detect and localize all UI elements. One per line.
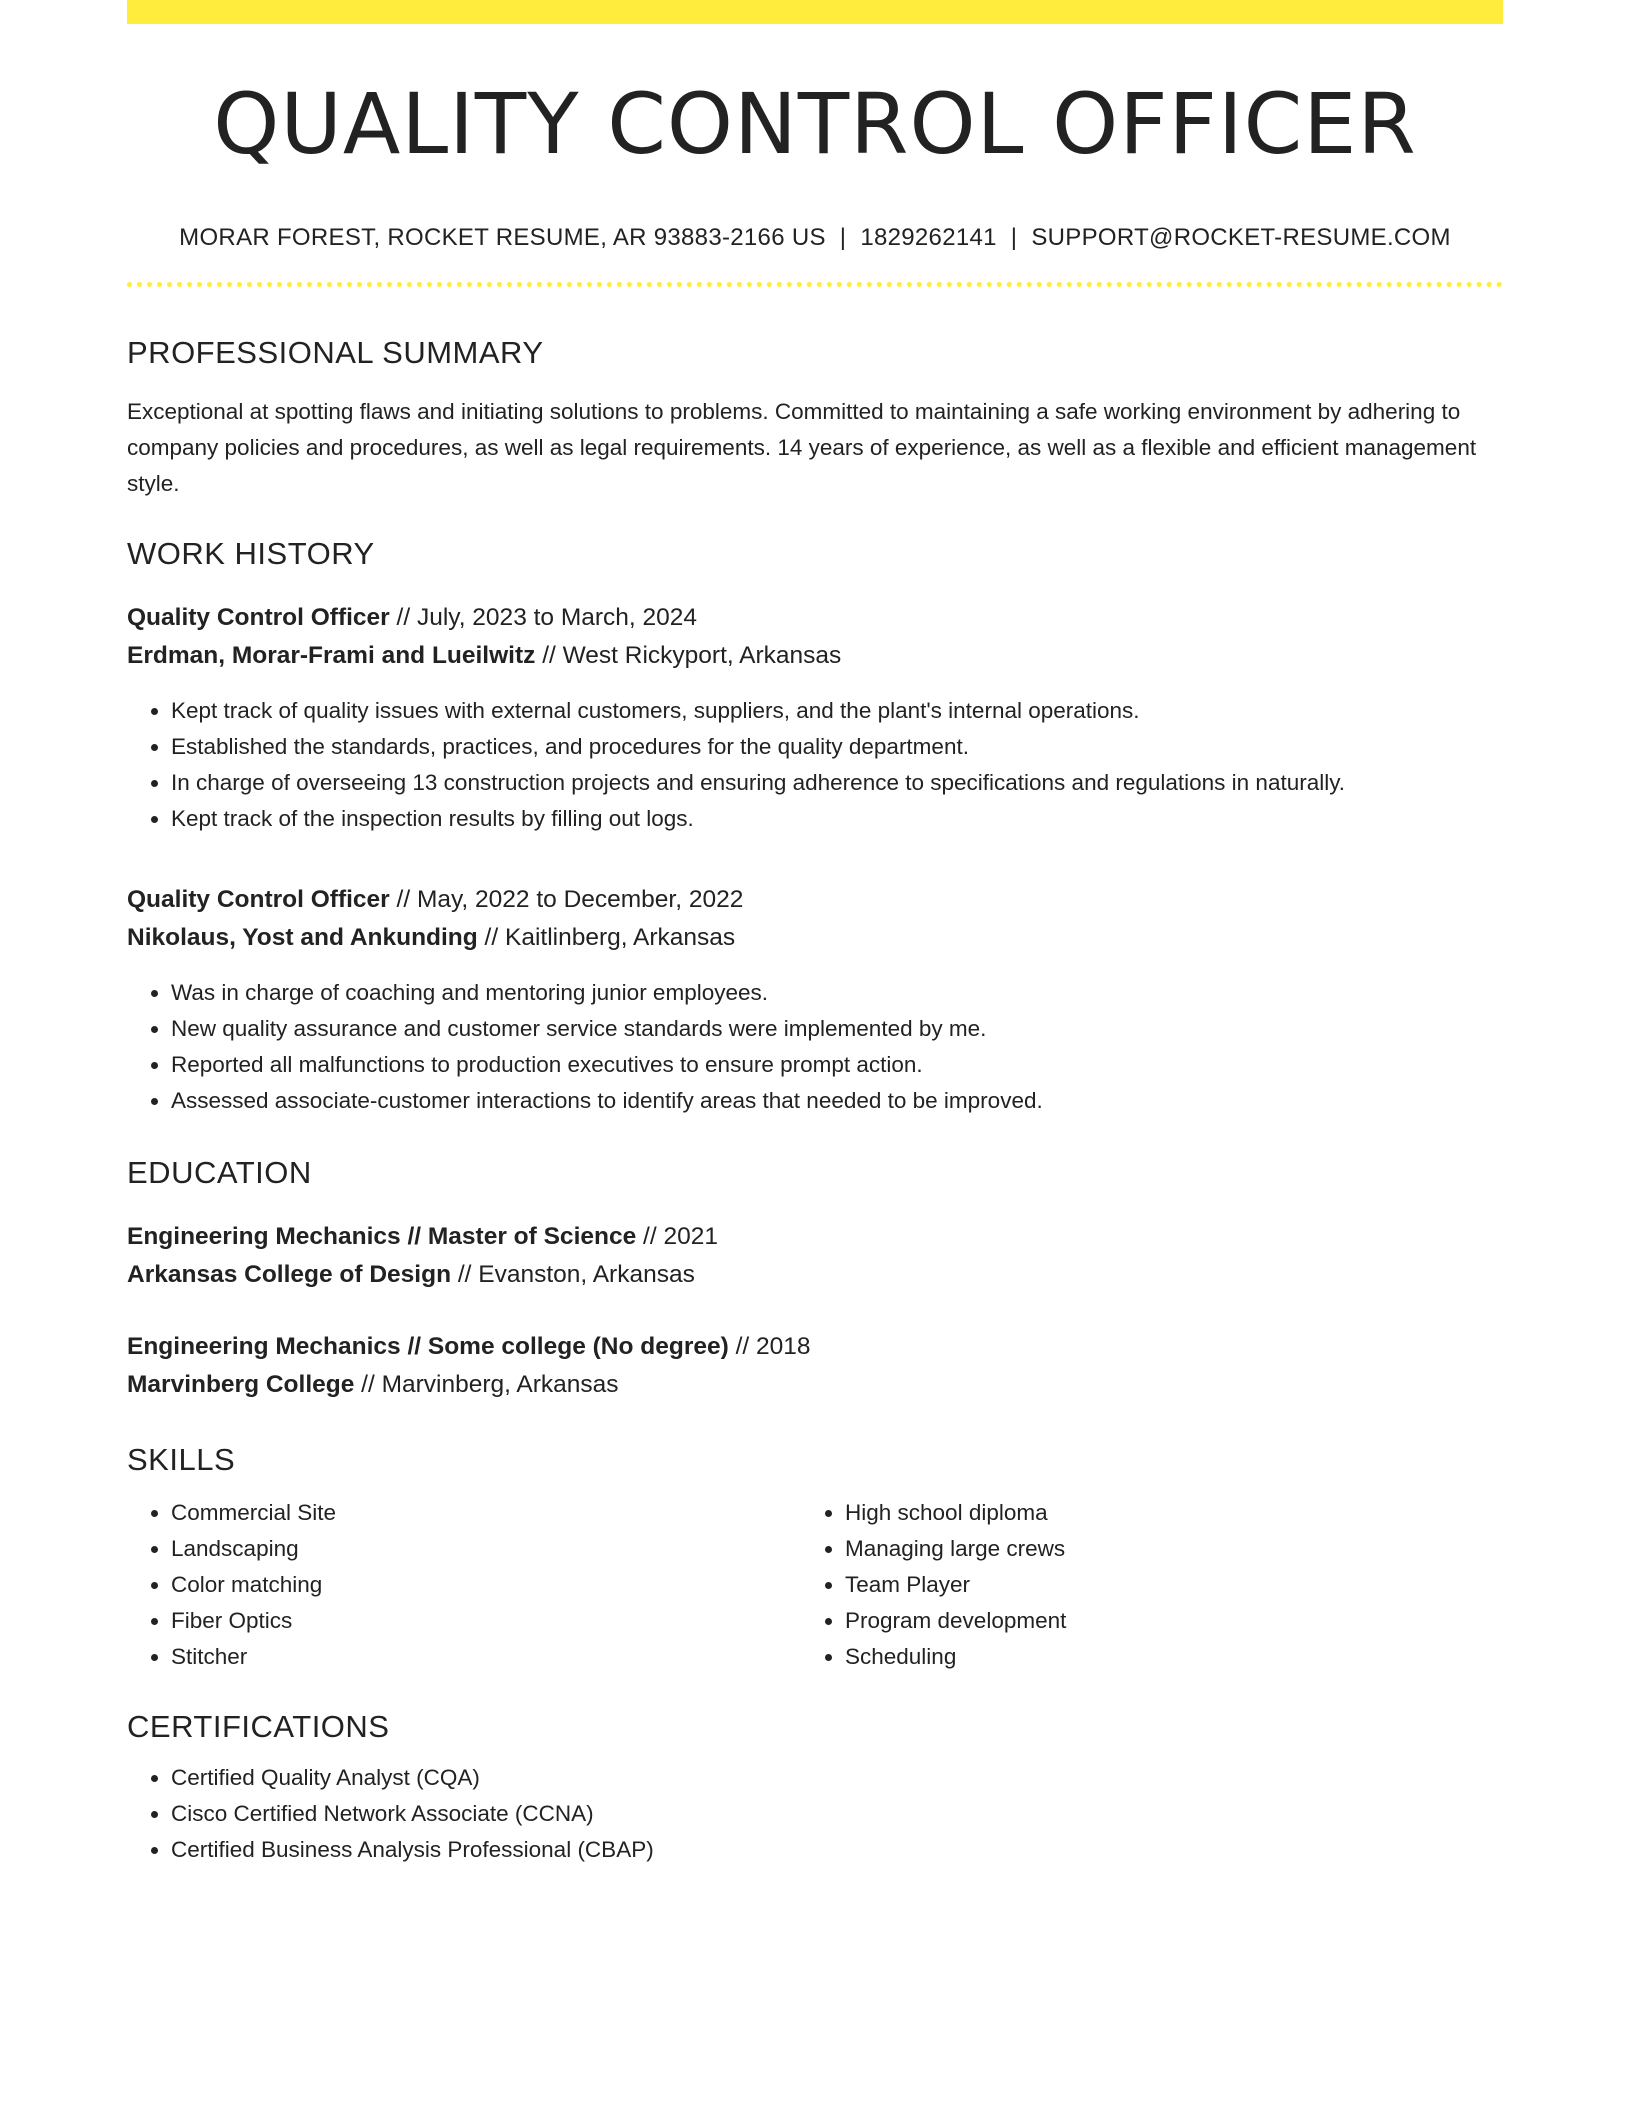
education-school-line (127, 1366, 1503, 1404)
education-year: // 2018 (728, 1333, 811, 1360)
contact-email: SUPPORT@ROCKET-RESUME.COM (1031, 224, 1451, 251)
education-degree-line (127, 1328, 1503, 1366)
summary-text: Exceptional at spotting flaws and initiating solutions to problems. Committed to maintaining a safe working environment by adhering to company policies and procedures, as well as legal requirements. 14 years of experience, as well as a flexible and efficient management style. (127, 399, 1477, 496)
list-item: • Certified Business Analysis Professional (CBAP) (171, 1832, 1503, 1868)
contact-address: MORAR FOREST, ROCKET RESUME, AR 93883-2166 US (179, 224, 826, 251)
list-item: • Kept track of quality issues with external customers, suppliers, and the plant's internal operations. (171, 693, 1503, 729)
job-company: Nikolaus, Yost and Ankunding (127, 924, 478, 951)
list-item: • Team Player (845, 1567, 1475, 1603)
job-company-line (127, 919, 1503, 957)
education-school-line (127, 1256, 1503, 1294)
work-history-heading: WORK HISTORY (127, 536, 375, 571)
list-item: • Program development (845, 1603, 1475, 1639)
resume-title: QUALITY CONTROL OFFICER (213, 75, 1417, 173)
skills-list-right (801, 1495, 1475, 1675)
list-item: • In charge of overseeing 13 construction projects and ensuring adherence to specifications and regulations in naturally. (171, 765, 1503, 801)
job-company-line (127, 637, 1503, 675)
accent-bar (127, 0, 1503, 24)
list-item: • Stitcher (171, 1639, 801, 1675)
contact-separator: | (839, 224, 847, 251)
education-location: // Evanston, Arkansas (451, 1261, 695, 1288)
list-item: • Was in charge of coaching and mentoring junior employees. (171, 975, 1503, 1011)
job-title: Quality Control Officer (127, 604, 390, 631)
job-entry (127, 599, 1503, 837)
education-degree-line (127, 1218, 1503, 1256)
job-entry (127, 881, 1503, 1119)
list-item: • Commercial Site (171, 1495, 801, 1531)
education-year: // 2021 (636, 1223, 718, 1250)
education-location: // Marvinberg, Arkansas (354, 1371, 619, 1398)
contact-phone: 1829262141 (860, 224, 997, 251)
education-school: Arkansas College of Design (127, 1261, 452, 1288)
job-bullets (127, 975, 1503, 1119)
job-title-line (127, 881, 1503, 919)
job-dates: // May, 2022 to December, 2022 (389, 886, 744, 913)
education-degree: Engineering Mechanics // Master of Science (127, 1223, 637, 1250)
list-item: • New quality assurance and customer service standards were implemented by me. (171, 1011, 1503, 1047)
job-bullets (127, 693, 1503, 837)
dotted-divider (127, 282, 1503, 287)
list-item: • High school diploma (845, 1495, 1475, 1531)
education-heading: EDUCATION (127, 1155, 312, 1190)
education-entry (127, 1328, 1503, 1404)
certifications-list (127, 1760, 1503, 1868)
list-item: • Assessed associate-customer interactions to identify areas that needed to be improved. (171, 1083, 1503, 1119)
contact-line (127, 224, 1503, 252)
list-item: • Landscaping (171, 1531, 801, 1567)
job-title: Quality Control Officer (127, 886, 390, 913)
job-location: // Kaitlinberg, Arkansas (477, 924, 736, 951)
education-school: Marvinberg College (127, 1371, 355, 1398)
list-item: • Kept track of the inspection results by filling out logs. (171, 801, 1503, 837)
job-company: Erdman, Morar-Frami and Lueilwitz (127, 642, 536, 669)
job-location: // West Rickyport, Arkansas (535, 642, 842, 669)
summary-heading: PROFESSIONAL SUMMARY (127, 335, 544, 370)
skills-heading: SKILLS (127, 1442, 236, 1477)
job-title-line (127, 599, 1503, 637)
education-degree: Engineering Mechanics // Some college (No degree) (127, 1333, 729, 1360)
list-item: • Fiber Optics (171, 1603, 801, 1639)
list-item: • Certified Quality Analyst (CQA) (171, 1760, 1503, 1796)
resume-page (127, 0, 1503, 1868)
list-item: • Cisco Certified Network Associate (CCNA) (171, 1796, 1503, 1832)
skills-list-left (127, 1495, 801, 1675)
skills-columns (127, 1495, 1503, 1675)
list-item: • Scheduling (845, 1639, 1475, 1675)
list-item: • Established the standards, practices, and procedures for the quality department. (171, 729, 1503, 765)
certifications-heading: CERTIFICATIONS (127, 1709, 390, 1744)
list-item: • Managing large crews (845, 1531, 1475, 1567)
contact-separator: | (1010, 224, 1018, 251)
education-entry (127, 1218, 1503, 1294)
list-item: • Reported all malfunctions to production executives to ensure prompt action. (171, 1047, 1503, 1083)
list-item: • Color matching (171, 1567, 801, 1603)
job-dates: // July, 2023 to March, 2024 (389, 604, 698, 631)
